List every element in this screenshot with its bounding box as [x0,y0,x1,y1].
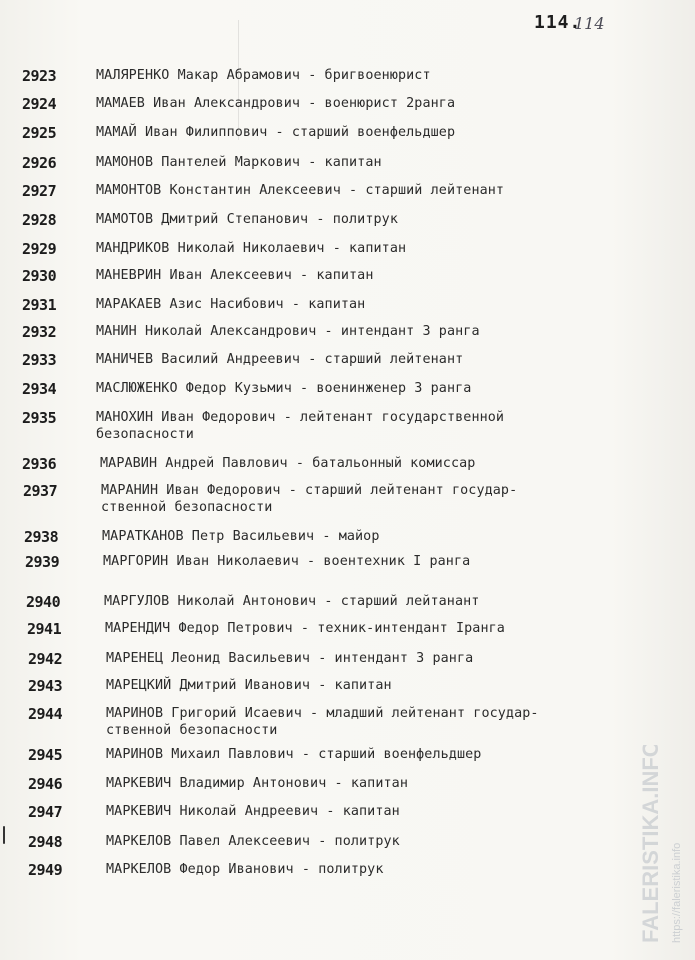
list-item [0,593,695,623]
entry-text: МАРАНИН Иван Федорович - старший лейтенант государ- ственной безопасности [101,483,518,515]
entry-number: 2938 [24,528,59,546]
entry-text: МАСЛЮЖЕНКО Федор Кузьмич - военинженер 3 ранга [96,381,472,396]
entry-text: МАРГУЛОВ Николай Антонович - старший лейтанант [104,594,480,609]
entry-text: МАРЕЦКИЙ Дмитрий Иванович - капитан [106,678,392,693]
list-item [0,650,695,680]
list-item [0,553,695,583]
list-item [0,803,695,833]
entry-text: МАРКЕВИЧ Владимир Антонович - капитан [106,776,408,791]
entry-number: 2937 [23,482,58,500]
entry-number: 2927 [22,182,57,200]
entry-text: МАНИЧЕВ Василий Андреевич - старший лейтенант [96,352,464,367]
list-item [0,409,695,442]
entry-number: 2936 [22,455,57,473]
list-item [0,95,695,125]
watermark-text: FALERISTIKA.INFO [638,745,663,943]
list-item [0,323,695,353]
entry-text: МАНЕВРИН Иван Алексеевич - капитан [96,268,374,283]
watermark-graphic [628,745,688,945]
entry-text: МАРКЕВИЧ Николай Андреевич - капитан [106,804,400,819]
entry-number: 2949 [28,861,63,879]
entry-number: 2924 [22,95,57,113]
list-item [0,677,695,707]
entry-number: 2940 [26,593,61,611]
entry-text: МАЛЯРЕНКО Макар Абрамович - бригвоенюрист [96,68,431,83]
entry-text: МАРЕНДИЧ Федор Петрович - техник-интендант Iранга [105,621,505,636]
list-item [0,211,695,241]
entry-text: МАМОТОВ Дмитрий Степанович - политрук [96,212,398,227]
margin-mark [3,826,5,844]
entry-number: 2933 [22,351,57,369]
list-item [0,746,695,776]
entry-text: МАРГОРИН Иван Николаевич - воентехник I ранга [103,554,471,569]
entry-text: МАНИН Николай Александрович - интендант 3 ранга [96,324,480,339]
entry-text: МАРКЕЛОВ Федор Иванович - политрук [106,862,384,877]
entry-number: 2931 [22,296,57,314]
list-item [0,620,695,650]
list-item [0,267,695,297]
entry-number: 2948 [28,833,63,851]
entry-number: 2925 [22,124,57,142]
entry-number: 2941 [27,620,62,638]
entry-number: 2928 [22,211,57,229]
entry-number: 2930 [22,267,57,285]
list-item [0,154,695,184]
entry-number: 2942 [28,650,63,668]
list-item [0,833,695,863]
list-item [0,380,695,410]
entry-text: МАМОНТОВ Константин Алексеевич - старший лейтенант [96,183,505,198]
entry-number: 2939 [25,553,60,571]
list-item [0,296,695,326]
entry-text: МАРИНОВ Михаил Павлович - старший военфельдшер [106,747,482,762]
entry-number: 2926 [22,154,57,172]
list-item [0,351,695,381]
list-item [0,775,695,805]
watermark-url: https://faleristika.info [671,842,683,943]
entry-number: 2935 [22,409,57,427]
list-item [0,482,695,515]
list-item [0,705,695,738]
list-item [0,182,695,212]
page-number: 114. [534,12,582,33]
entry-number: 2947 [28,803,63,821]
entry-number: 2929 [22,240,57,258]
page-number-handwritten: 114 [574,14,605,33]
entry-text: МАНОХИН Иван Федорович - лейтенант государственной безопасности [96,410,505,442]
list-item [0,455,695,485]
entry-number: 2943 [28,677,63,695]
entry-text: МАРКЕЛОВ Павел Алексеевич - политрук [106,834,400,849]
entry-number: 2945 [28,746,63,764]
entry-number: 2932 [22,323,57,341]
list-item [0,124,695,154]
entry-text: МАРАВИН Андрей Павлович - батальонный комиссар [100,456,476,471]
entry-text: МАРЕНЕЦ Леонид Васильевич - интендант 3 ранга [106,651,474,666]
entry-text: МАМАЕВ Иван Александрович - военюрист 2ранга [96,96,456,111]
entry-number: 2923 [22,67,57,85]
entry-text: МАМАЙ Иван Филиппович - старший военфельдшер [96,125,456,140]
list-item [0,67,695,97]
entry-number: 2934 [22,380,57,398]
entry-text: МАРИНОВ Григорий Исаевич - младший лейтенант государ- ственной безопасности [106,706,539,738]
entry-number: 2944 [28,705,63,723]
entry-text: МАМОНОВ Пантелей Маркович - капитан [96,155,382,170]
entry-number: 2946 [28,775,63,793]
watermark [628,745,688,945]
entry-text: МАРАКАЕВ Азис Насибович - капитан [96,297,366,312]
list-item [0,240,695,270]
entry-text: МАНДРИКОВ Николай Николаевич - капитан [96,241,407,256]
list-item [0,861,695,891]
entry-text: МАРАТКАНОВ Петр Васильевич - майор [102,529,380,544]
